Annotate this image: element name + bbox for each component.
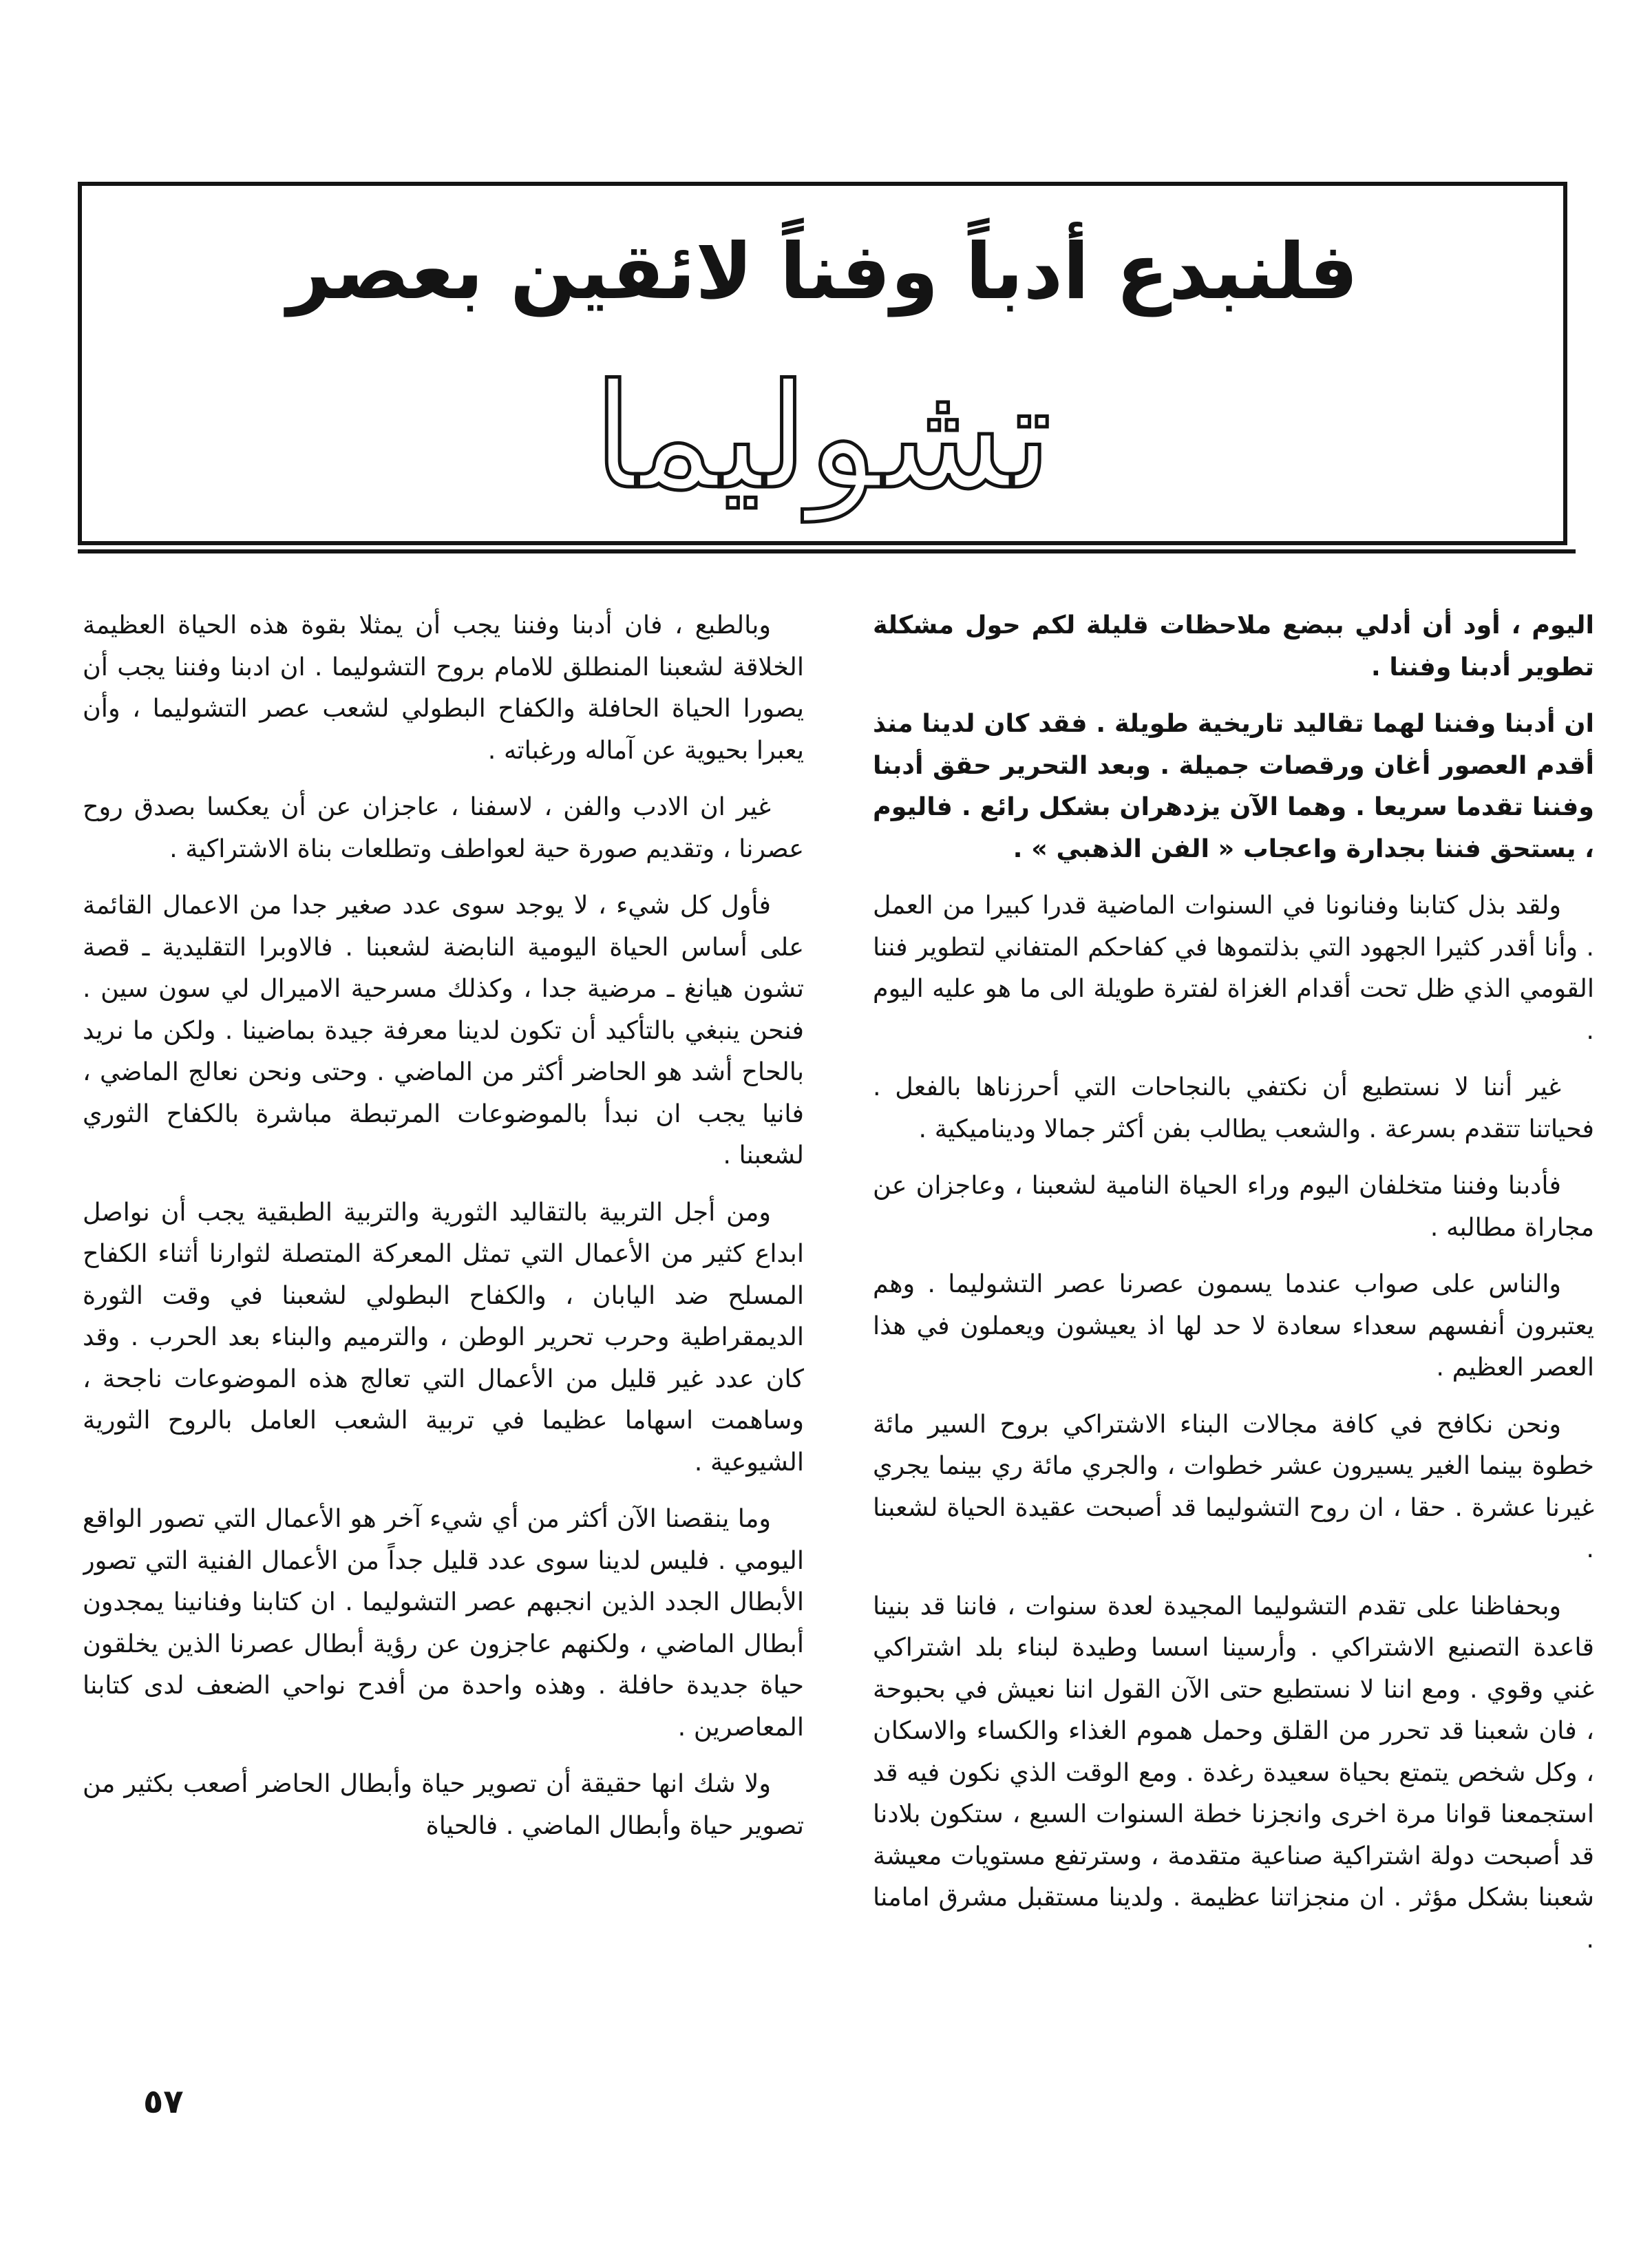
paragraph: وما ينقصنا الآن أكثر من أي شيء آخر هو الأعمال التي تصور الواقع اليومي . فليس لدينا سوى عدد قليل جداً من الأعمال الفنية التي تصور الأبطال الجدد الذين انجبهم عصر التشوليما . ان كتابنا وفنانينا يمجدون أبطال الماضي ، ولكنهم عاجزون عن رؤية أبطال عصرنا الذين يخلقون حياة جديدة حافلة . وهذه واحدة من أفدح نواحي الضعف لدى كتابنا المعاصرين . xyxy=(83,1503,804,1742)
paragraph: ونحن نكافح في كافة مجالات البناء الاشتراكي بروح السير مائة خطوة بينما الغير يسيرون عشر خطوات ، والجري مائة ري بينما يجري غيرنا عشرة . حقا ، ان روح التشوليما قد أصبحت عقيدة الحياة لشعبنا . xyxy=(873,1408,1594,1563)
page-number: ٥٧ xyxy=(143,2082,184,2121)
left-column xyxy=(83,604,804,2105)
title-box xyxy=(78,182,1567,545)
paragraph: والناس على صواب عندما يسمون عصرنا عصر التشوليما . وهم يعتبرون أنفسهم سعداء سعادة لا حد لها اذ يعيشون ويعملون في هذا العصر العظيم . xyxy=(873,1269,1594,1382)
article-title-chollima: تشوليما xyxy=(593,352,1052,521)
paragraph: اليوم ، أود أن أدلي ببضع ملاحظات قليلة لكم حول مشكلة تطوير أدبنا وفننا . xyxy=(873,610,1594,682)
paragraph: غير ان الادب والفن ، لاسفنا ، عاجزان عن أن يعكسا بصدق روح عصرنا ، وتقديم صورة حية لعواطف وتطلعات بناة الاشتراكية . xyxy=(83,792,804,863)
paragraph: وبالطبع ، فان أدبنا وفننا يجب أن يمثلا بقوة هذه الحياة العظيمة الخلاقة لشعبنا المنطلق للامام بروح التشوليما . ان ادبنا وفننا يجب أن يصورا الحياة الحافلة والكفاح البطولي لشعب عصر التشوليما ، وأن يعبرا بحيوية عن آماله ورغباته . xyxy=(83,610,804,765)
right-column xyxy=(873,604,1594,2105)
paragraph: فأول كل شيء ، لا يوجد سوى عدد صغير جدا من الاعمال القائمة على أساس الحياة اليومية النابضة لشعبنا . فالاوبرا التقليدية ـ قصة تشون هيانغ ـ مرضية جدا ، وكذلك مسرحية الاميرال لي سون سين . فنحن ينبغي بالتأكيد أن تكون لدينا معرفة جيدة بماضينا . ولكن ما نريد بالحاح أشد هو الحاضر أكثر من الماضي . وحتى ونحن نعالج الماضي ، فانيا يجب ان نبدأ بالموضوعات المرتبطة مباشرة بالكفاح الثوري لشعبنا . xyxy=(83,890,804,1170)
paragraph: ولا شك انها حقيقة أن تصوير حياة وأبطال الحاضر أصعب بكثير من تصوير حياة وأبطال الماضي . فالحياة xyxy=(83,1769,804,1840)
paragraph: وبحفاظنا على تقدم التشوليما المجيدة لعدة سنوات ، فاننا قد بنينا قاعدة التصنيع الاشتراكي . وأرسينا اسسا وطيدة لبناء بلد اشتراكي غني وقوي . ومع اننا لا نستطيع حتى الآن القول اننا نعيش في بحبوحة ، فان شعبنا قد تحرر من القلق وحمل هموم الغذاء والكساء والاسكان ، وكل شخص يتمتع بحياة سعيدة رغدة . ومع الوقت الذي نكون فيه قد استجمعنا قوانا مرة اخرى وانجزنا خطة السنوات السبع ، ستكون بلادنا قد أصبحت دولة اشتراكية صناعية متقدمة ، وسترتفع مستويات معيشة شعبنا بشكل مؤثر . ان منجزاتنا عظيمة . ولدينا مستقبل مشرق امامنا . xyxy=(873,1590,1594,1954)
paragraph: ومن أجل التربية بالتقاليد الثورية والتربية الطبقية يجب أن نواصل ابداع كثير من الأعمال التي تمثل المعركة المتصلة لثوارنا أثناء الكفاح المسلح ضد اليابان ، والكفاح البطولي لشعبنا في وقت الثورة الديمقراطية وحرب تحرير الوطن ، والترميم والبناء بعد الحرب . وقد كان عدد غير قليل من الأعمال التي تعالج هذه الموضوعات ناجحة ، وساهمت اسهاما عظيما في تربية الشعب العامل بالروح الثورية الشيوعية . xyxy=(83,1196,804,1477)
paragraph: فأدبنا وفننا متخلفان اليوم وراء الحياة النامية لشعبنا ، وعاجزان عن مجاراة مطالبه . xyxy=(873,1170,1594,1242)
paragraph: ولقد بذل كتابنا وفنانونا في السنوات الماضية قدرا كبيرا من العمل . وأنا أقدر كثيرا الجهود التي بذلتموها في كفاحكم المتفاني لتطوير فننا القومي الذي ظل تحت أقدام الغزاة لفترة طويلة الى ما هو عليه اليوم . xyxy=(873,890,1594,1045)
paragraph: غير أننا لا نستطيع أن نكتفي بالنجاحات التي أحرزناها بالفعل . فحياتنا تتقدم بسرعة . والشعب يطالب بفن أكثر جمالا وديناميكية . xyxy=(873,1072,1594,1143)
paragraph: ان أدبنا وفننا لهما تقاليد تاريخية طويلة . فقد كان لدينا منذ أقدم العصور أغان ورقصات جميلة . وبعد التحرير حقق أدبنا وفننا تقدما سريعا . وهما الآن يزدهران بشكل رائع . فاليوم ، يستحق فننا بجدارة واعجاب « الفن الذهبي » . xyxy=(873,708,1594,863)
article-title: فلنبدع أدباً وفناً لائقين بعصر xyxy=(286,227,1359,317)
